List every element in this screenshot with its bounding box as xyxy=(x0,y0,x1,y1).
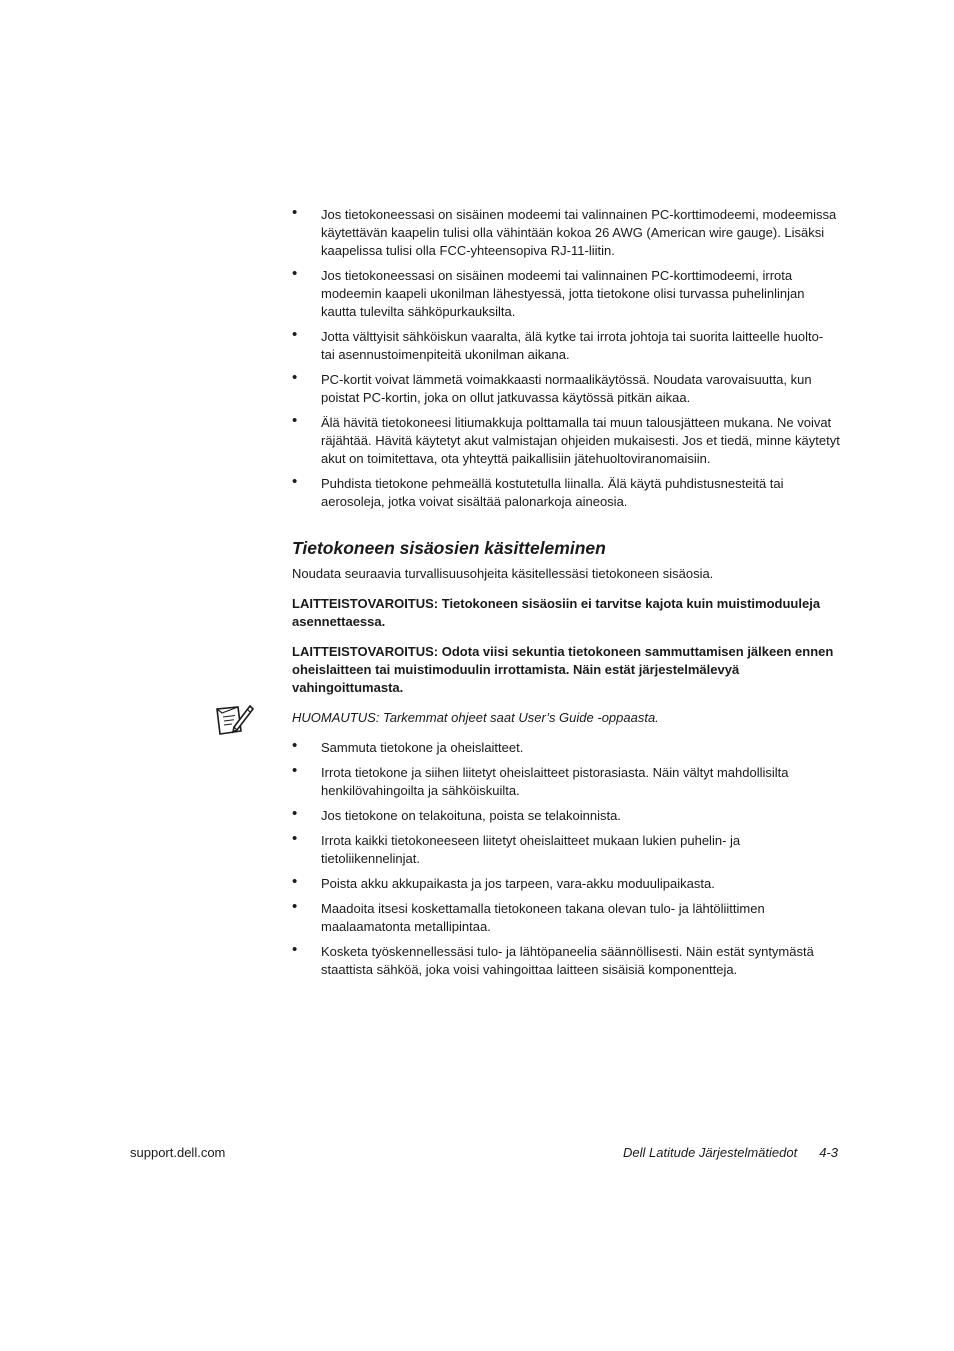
list-item-text: Poista akku akkupaikasta ja jos tarpeen, vara-akku moduulipaikasta. xyxy=(321,876,715,891)
bullet-icon: • xyxy=(292,369,298,386)
safety-list-bottom xyxy=(292,739,840,979)
list-item-text: Puhdista tietokone pehmeällä kostutetulla liinalla. Älä käytä puhdistusnesteitä tai aerosoleja, jotka voivat sisältää palonarkoja aineosia. xyxy=(321,476,784,509)
bullet-icon: • xyxy=(292,326,298,343)
list-item xyxy=(292,875,840,893)
list-item xyxy=(292,475,840,511)
list-item-text: Sammuta tietokone ja oheislaitteet. xyxy=(321,740,524,755)
list-item xyxy=(292,900,840,936)
list-item-text: Älä hävitä tietokoneesi litiumakkuja polttamalla tai muun talousjätteen mukana. Ne voivat räjähtää. Hävitä käytetyt akut valmistajan ohjeiden mukaisesti. Jos et tiedä, minne käytetyt akut on toimitettava, ota yhteyttä paikallisiin jätehuoltoviranomaisiin. xyxy=(321,415,840,466)
list-item xyxy=(292,414,840,468)
bullet-icon: • xyxy=(292,737,298,754)
list-item xyxy=(292,371,840,407)
bullet-icon: • xyxy=(292,873,298,890)
list-item xyxy=(292,807,840,825)
bullet-icon: • xyxy=(292,762,298,779)
list-item xyxy=(292,206,840,260)
list-item-text: Maadoita itsesi koskettamalla tietokoneen takana olevan tulo- ja lähtöliittimen maalaamatonta metallipintaa. xyxy=(321,901,765,934)
section-intro: Noudata seuraavia turvallisuusohjeita käsitellessäsi tietokoneen sisäosia. xyxy=(292,566,714,581)
bullet-icon: • xyxy=(292,898,298,915)
page-content xyxy=(292,206,840,986)
list-item-text: Jos tietokoneessasi on sisäinen modeemi tai valinnainen PC-korttimodeemi, irrota modeemin kaapeli ukonilman lähestyessä, jotta tietokone olisi turvassa puhelinlinjan kautta tulevilta sähköpurkauksilta. xyxy=(321,268,805,319)
list-item-text: Jos tietokoneessasi on sisäinen modeemi tai valinnainen PC-korttimodeemi, modeemissa käytettävän kaapelin tulisi olla vähintään kokoa 26 AWG (American wire gauge). Lisäksi kaapelissa tulisi olla FCC-yhteensopiva RJ-11-liitin. xyxy=(321,207,837,258)
bullet-icon: • xyxy=(292,830,298,847)
list-item xyxy=(292,267,840,321)
hardware-warning-1: LAITTEISTOVAROITUS: Tietokoneen sisäosiin ei tarvitse kajota kuin muistimoduuleja asennettaessa. xyxy=(292,596,821,629)
list-item xyxy=(292,832,840,868)
footer-document-title: Dell Latitude Järjestelmätiedot xyxy=(623,1145,798,1160)
note-text: HUOMAUTUS: Tarkemmat ohjeet saat User’s Guide -oppaasta. xyxy=(292,710,659,725)
bullet-icon: • xyxy=(292,204,298,221)
list-item-text: Irrota tietokone ja siihen liitetyt oheislaitteet pistorasiasta. Näin vältyt mahdollisilta henkilövahingoilta ja sähköiskuilta. xyxy=(321,765,789,798)
note-pencil-icon xyxy=(214,703,254,739)
footer-url: support.dell.com xyxy=(130,1145,226,1160)
section-heading: Tietokoneen sisäosien käsitteleminen xyxy=(292,538,606,558)
bullet-icon: • xyxy=(292,265,298,282)
note-paragraph xyxy=(292,709,840,727)
list-item-text: Jos tietokone on telakoituna, poista se telakoinnista. xyxy=(321,808,621,823)
footer-title-block xyxy=(623,1145,838,1160)
list-item-text: Jotta välttyisit sähköiskun vaaralta, älä kytke tai irrota johtoja tai suorita laitteelle huolto- tai asennustoimenpiteitä ukonilman aikana. xyxy=(321,329,824,362)
bullet-icon: • xyxy=(292,941,298,958)
bullet-icon: • xyxy=(292,473,298,490)
list-item xyxy=(292,943,840,979)
list-item xyxy=(292,739,840,757)
list-item-text: Kosketa työskennellessäsi tulo- ja lähtöpaneelia säännöllisesti. Näin estät syntymästä staattista sähköä, joka voisi vahingoittaa laitteen sisäisiä komponentteja. xyxy=(321,944,814,977)
list-item xyxy=(292,764,840,800)
page-number: 4-3 xyxy=(819,1145,838,1160)
list-item-text: Irrota kaikki tietokoneeseen liitetyt oheislaitteet mukaan lukien puhelin- ja tietoliikennelinjat. xyxy=(321,833,741,866)
hardware-warning-2: LAITTEISTOVAROITUS: Odota viisi sekuntia tietokoneen sammuttamisen jälkeen ennen oheislaitteen tai muistimoduulin irrottamista. Näin estät järjestelmälevyä vahingoittumasta. xyxy=(292,644,834,695)
safety-list-top xyxy=(292,206,840,511)
bullet-icon: • xyxy=(292,805,298,822)
bullet-icon: • xyxy=(292,412,298,429)
list-item-text: PC-kortit voivat lämmetä voimakkaasti normaalikäytössä. Noudata varovaisuutta, kun poistat PC-kortin, joka on ollut jatkuvassa käytössä pitkän aikaa. xyxy=(321,372,812,405)
list-item xyxy=(292,328,840,364)
